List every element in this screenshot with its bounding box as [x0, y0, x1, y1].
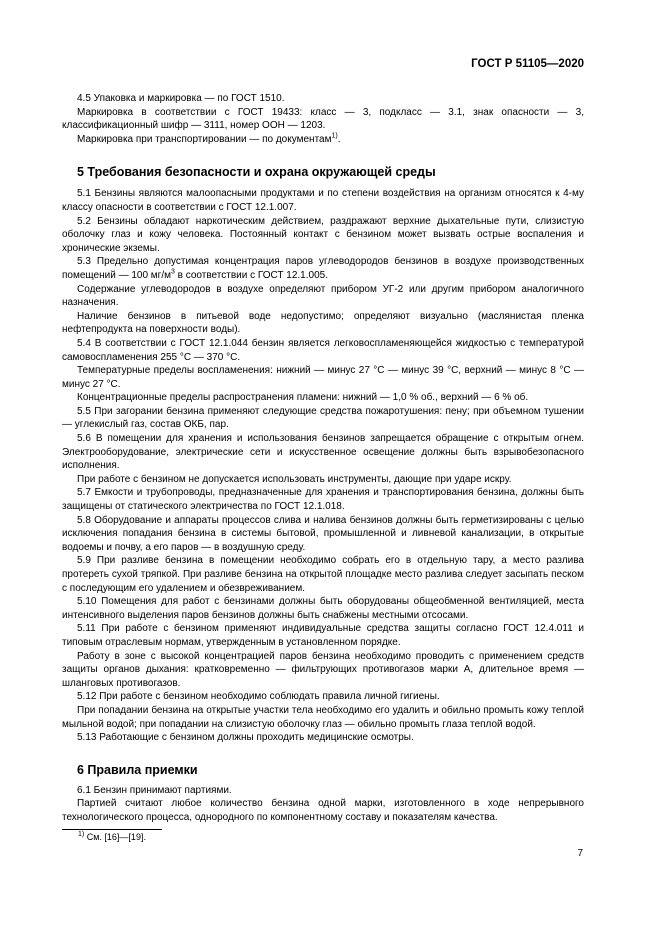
paragraph: 5.6 В помещении для хранения и использования бензинов запрещается обращение с открытым огнем. Электрооборудование, электрические сети и искусственное освещение должны быть взрывобезопасного исполнения.: [62, 433, 584, 472]
paragraph: [62, 133, 584, 147]
footnote-text: См. [16]—[19].: [84, 832, 146, 842]
document-header: ГОСТ Р 51105—2020: [471, 58, 584, 70]
paragraph: При работе с бензином не допускается использовать инструменты, дающие при ударе искру.: [77, 473, 512, 485]
footnote-ref: 1): [331, 132, 338, 140]
paragraph-text-end: .: [337, 133, 341, 145]
paragraph: Работу в зоне с высокой концентрацией паров бензина необходимо проводить с применением средств защиты органов дыхания: кратковременно — фильтрующих противогазов марки А, длительное время — шланговых противогазов.: [62, 650, 584, 689]
footnote-divider: [62, 829, 162, 830]
paragraph: Концентрационные пределы распространения пламени: нижний — 1,0 % об., верхний — 6 % об.: [77, 392, 529, 404]
paragraph: 5.10 Помещения для работ с бензинами должны быть оборудованы общеобменной вентиляцией, места интенсивного выделения паров бензинов должны быть снабжены местными отсосами.: [62, 596, 584, 621]
paragraph: 6.1 Бензин принимают партиями.: [77, 784, 232, 796]
page-number: 7: [577, 848, 583, 859]
paragraph-text-end: в соответствии с ГОСТ 12.1.005.: [174, 269, 328, 281]
paragraph: Маркировка в соответствии с ГОСТ 19433: класс — 3, подкласс — 3.1, знак опасности — 3, классификационный шифр — 3111, номер ООН — 1203.: [62, 106, 584, 132]
footnote: [78, 831, 146, 843]
superscript: 3: [170, 268, 175, 276]
paragraph: 5.8 Оборудование и аппараты процессов слива и налива бензинов должны быть герметизированы с целью исключения попадания бензина в системы бытовой, промышленной и ливневой канализации, в открытые водоемы и почву, а его паров — в воздушную среду.: [62, 514, 584, 553]
paragraph: При попадании бензина на открытые участки тела необходимо его удалить и обильно промыть кожу теплой мыльной водой; при попадании на слизистую оболочку глаз — обильно промыть глаза теплой водой.: [62, 704, 584, 730]
paragraph: 5.12 При работе с бензином необходимо соблюдать правила личной гигиены.: [77, 691, 440, 703]
paragraph: 5.5 При загорании бензина применяют следующие средства пожаротушения: пену; при объемном тушении — углекислый газ, состав ОКБ, пар.: [62, 405, 584, 431]
paragraph: 5.4 В соответствии с ГОСТ 12.1.044 бензин является легковоспламеняющейся жидкостью с температурой самовоспламенения 255 °С — 370 °С.: [62, 337, 584, 363]
page-body: [62, 92, 584, 825]
paragraph-text: 5.3 Предельно допустимая концентрация паров углеводородов бензинов в воздухе производственных помещений — 100 мг/м: [62, 256, 584, 281]
paragraph: 5.2 Бензины обладают наркотическим действием, раздражают верхние дыхательные пути, слизистую оболочку глаз и кожу человека. Постоянный контакт с бензином может вызвать острые воспаления и хронические экземы.: [62, 215, 584, 254]
paragraph: 5.13 Работающие с бензином должны проходить медицинские осмотры.: [77, 732, 414, 744]
paragraph: Наличие бензинов в питьевой воде недопустимо; определяют визуально (маслянистая пленка нефтепродукта на поверхности воды).: [62, 310, 584, 336]
paragraph: 5.7 Емкости и трубопроводы, предназначенные для хранения и транспортирования бензина, должны быть защищены от статического электричества по ГОСТ 12.1.018.: [62, 487, 584, 513]
paragraph-text: Маркировка при транспортировании — по документам: [77, 133, 332, 145]
paragraph: Температурные пределы воспламенения: нижний — минус 27 °С — минус 39 °С, верхний — минус 8 °С — минус 27 °С.: [62, 365, 584, 390]
paragraph: Партией считают любое количество бензина одной марки, изготовленного в ходе непрерывного технологического процесса, однородного по компонентному составу и показателям качества.: [62, 798, 584, 823]
paragraph: 5.1 Бензины являются малоопасными продуктами и по степени воздействия на организм относятся к 4-му классу опасности в соответствии с ГОСТ 12.1.007.: [62, 188, 584, 213]
section-6-heading: 6 Правила приемки: [77, 762, 198, 777]
footnote-mark: 1): [78, 831, 85, 838]
paragraph: [62, 255, 584, 282]
paragraph: Содержание углеводородов в воздухе определяют прибором УГ-2 или другим прибором аналогичного назначения.: [62, 283, 584, 309]
paragraph: 5.9 При разливе бензина в помещении необходимо собрать его в отдельную тару, а место разлива протереть сухой тряпкой. При разливе бензина на открытой площадке место разлива следует засыпать песком с последующим его удалением и обезвреживанием.: [62, 555, 584, 594]
paragraph: 4.5 Упаковка и маркировка — по ГОСТ 1510.: [77, 93, 285, 104]
section-5-heading: 5 Требования безопасности и охрана окружающей среды: [77, 165, 436, 180]
paragraph: 5.11 При работе с бензином применяют индивидуальные средства защиты согласно ГОСТ 12.4.011 и типовым отраслевым нормам, утвержденным в установленном порядке.: [62, 623, 584, 648]
